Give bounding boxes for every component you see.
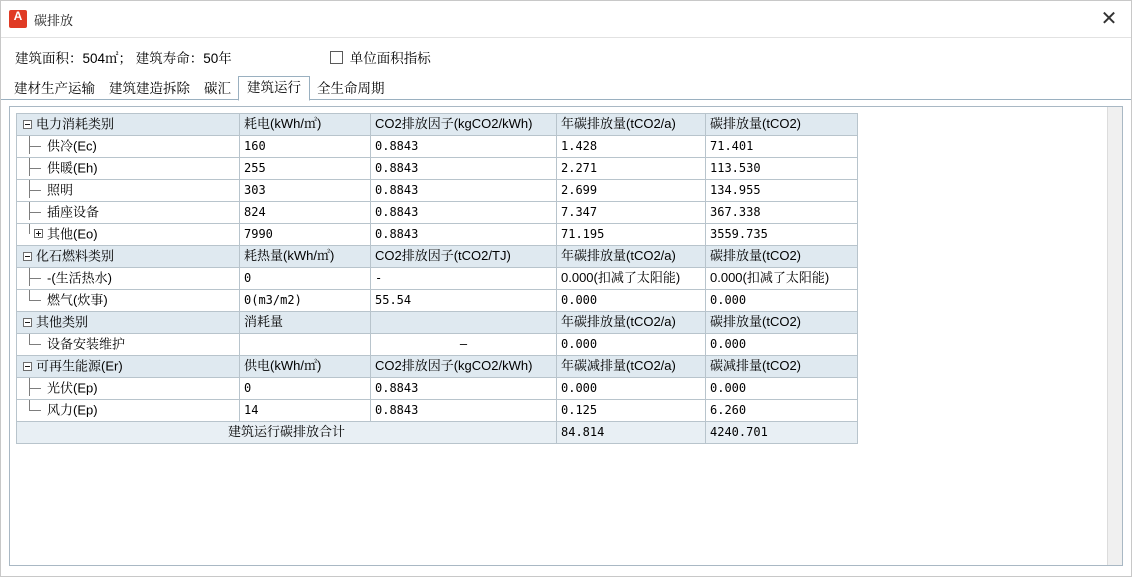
- tab-construction-demolition[interactable]: 建筑建造拆除: [109, 81, 190, 96]
- collapse-minus-icon[interactable]: [23, 252, 32, 261]
- row-cell-1: 255: [240, 158, 371, 180]
- table-row[interactable]: [17, 224, 858, 246]
- row-cell-4: 碳减排量(tCO2): [706, 356, 858, 378]
- row-cell-4: 6.260: [706, 400, 858, 422]
- collapse-minus-icon[interactable]: [23, 120, 32, 129]
- tab-material-production[interactable]: 建材生产运输: [14, 81, 95, 96]
- row-label: 电力消耗类别: [36, 116, 115, 132]
- vertical-scrollbar[interactable]: [1107, 107, 1122, 565]
- row-label-cell[interactable]: [17, 334, 240, 356]
- table-row[interactable]: [17, 312, 858, 334]
- row-cell-2: 0.8843: [371, 400, 557, 422]
- row-cell-3: 0.000: [557, 378, 706, 400]
- row-label: 供暖(Eh): [47, 160, 98, 176]
- row-cell-4: 113.530: [706, 158, 858, 180]
- row-cell-4: 0.000: [706, 334, 858, 356]
- building-summary: 建筑面积：504㎡； 建筑寿命：50年: [15, 51, 232, 66]
- tree-branch-icon: [23, 274, 45, 283]
- row-cell-1: [240, 334, 371, 356]
- row-label-cell[interactable]: [17, 356, 240, 378]
- row-cell-3: 71.195: [557, 224, 706, 246]
- row-cell-1: 消耗量: [240, 312, 371, 334]
- row-label-cell[interactable]: [17, 400, 240, 422]
- title-bar: [1, 1, 1131, 38]
- row-cell-3: 年碳排放量(tCO2/a): [557, 114, 706, 136]
- row-label: 照明: [47, 182, 74, 198]
- row-cell-3: 7.347: [557, 202, 706, 224]
- row-label-cell[interactable]: [17, 246, 240, 268]
- tree-branch-icon: [23, 142, 45, 151]
- row-cell-1: 0: [240, 378, 371, 400]
- row-label: -(生活热水): [47, 270, 112, 286]
- row-cell-3: 0.000(扣减了太阳能): [557, 268, 706, 290]
- row-cell-3: 0.125: [557, 400, 706, 422]
- info-row: [1, 38, 1131, 76]
- table-row[interactable]: [17, 356, 858, 378]
- row-cell-4: 367.338: [706, 202, 858, 224]
- row-cell-4: 碳排放量(tCO2): [706, 312, 858, 334]
- row-label-cell[interactable]: [17, 158, 240, 180]
- row-label-cell[interactable]: [17, 136, 240, 158]
- row-cell-3: 年碳排放量(tCO2/a): [557, 246, 706, 268]
- row-cell-4: 134.955: [706, 180, 858, 202]
- row-label-cell[interactable]: [17, 290, 240, 312]
- row-label-cell[interactable]: [17, 202, 240, 224]
- tree-branch-icon: [23, 208, 45, 217]
- row-cell-1: 824: [240, 202, 371, 224]
- row-label: 可再生能源(Er): [36, 358, 123, 374]
- table-row[interactable]: [17, 400, 858, 422]
- row-cell-1: 耗电(kWh/㎡): [240, 114, 371, 136]
- row-cell-3: 年碳减排量(tCO2/a): [557, 356, 706, 378]
- table-row[interactable]: [17, 334, 858, 356]
- row-cell-2: 55.54: [371, 290, 557, 312]
- tree-branch-icon: [23, 164, 45, 173]
- checkbox-label: 单位面积指标: [349, 51, 431, 66]
- row-cell-2: CO2排放因子(tCO2/TJ): [371, 246, 557, 268]
- tree-branch-icon: [23, 229, 45, 240]
- row-cell-4: 0.000: [706, 290, 858, 312]
- row-label: 化石燃料类别: [36, 248, 115, 264]
- emission-table: [16, 113, 858, 444]
- row-cell-4: 0.000: [706, 378, 858, 400]
- expand-plus-icon: [34, 229, 43, 238]
- table-row[interactable]: [17, 268, 858, 290]
- row-cell-3: 0.000: [557, 290, 706, 312]
- table-row[interactable]: [17, 378, 858, 400]
- row-cell-2: -: [371, 268, 557, 290]
- tree-branch-icon: [23, 384, 45, 393]
- row-cell-1: 供电(kWh/㎡): [240, 356, 371, 378]
- tab-carbon-sink[interactable]: 碳汇: [204, 81, 231, 96]
- row-cell-2: 0.8843: [371, 378, 557, 400]
- row-label-cell[interactable]: [17, 180, 240, 202]
- total-annual: 84.814: [557, 422, 706, 444]
- row-label: 设备安装维护: [47, 336, 126, 352]
- row-cell-3: 1.428: [557, 136, 706, 158]
- table-total-row: [17, 422, 858, 444]
- row-label: 风力(Ep): [47, 402, 98, 418]
- row-cell-2: [371, 312, 557, 334]
- row-cell-2: 0.8843: [371, 158, 557, 180]
- row-label-cell[interactable]: [17, 312, 240, 334]
- tab-life-cycle[interactable]: 全生命周期: [317, 81, 385, 96]
- table-row[interactable]: [17, 158, 858, 180]
- autocad-icon: [9, 10, 27, 28]
- total-label: 建筑运行碳排放合计: [17, 422, 557, 444]
- row-cell-3: 年碳排放量(tCO2/a): [557, 312, 706, 334]
- row-cell-4: 3559.735: [706, 224, 858, 246]
- content-panel: [9, 106, 1123, 566]
- row-cell-4: 0.000(扣减了太阳能): [706, 268, 858, 290]
- row-label: 其他类别: [36, 314, 89, 330]
- row-label: 供冷(Ec): [47, 138, 97, 154]
- table-row[interactable]: [17, 136, 858, 158]
- row-cell-2: CO2排放因子(kgCO2/kWh): [371, 114, 557, 136]
- table-row[interactable]: [17, 246, 858, 268]
- tab-strip: [1, 76, 1131, 100]
- row-label-cell[interactable]: [17, 268, 240, 290]
- row-label: 插座设备: [47, 204, 100, 220]
- close-icon[interactable]: ✕: [1100, 8, 1118, 30]
- checkbox-box[interactable]: [330, 51, 343, 64]
- tab-building-operation[interactable]: 建筑运行: [238, 76, 310, 101]
- row-cell-2: 0.8843: [371, 202, 557, 224]
- row-label: 燃气(炊事): [47, 292, 108, 308]
- tree-branch-icon: [23, 296, 45, 305]
- table-row[interactable]: [17, 290, 858, 312]
- collapse-minus-icon[interactable]: [23, 318, 32, 327]
- unit-area-checkbox[interactable]: [330, 47, 431, 67]
- row-cell-1: 160: [240, 136, 371, 158]
- table-row[interactable]: [17, 114, 858, 136]
- total-lifetime: 4240.701: [706, 422, 858, 444]
- row-cell-1: 14: [240, 400, 371, 422]
- row-cell-4: 碳排放量(tCO2): [706, 246, 858, 268]
- row-cell-1: 0(m3/m2): [240, 290, 371, 312]
- row-label-cell[interactable]: [17, 224, 240, 246]
- row-cell-2: CO2排放因子(kgCO2/kWh): [371, 356, 557, 378]
- row-label: 光伏(Ep): [47, 380, 98, 396]
- table-scroll-area: [10, 107, 1108, 565]
- row-cell-2: 0.8843: [371, 180, 557, 202]
- tree-branch-icon: [23, 340, 45, 349]
- row-cell-3: 2.699: [557, 180, 706, 202]
- table-row[interactable]: [17, 180, 858, 202]
- row-cell-1: 7990: [240, 224, 371, 246]
- row-cell-3: 2.271: [557, 158, 706, 180]
- table-row[interactable]: [17, 202, 858, 224]
- row-cell-2: —: [371, 334, 557, 356]
- window-title: 碳排放: [34, 12, 74, 28]
- row-cell-2: 0.8843: [371, 136, 557, 158]
- collapse-minus-icon[interactable]: [23, 362, 32, 371]
- row-cell-2: 0.8843: [371, 224, 557, 246]
- tree-branch-icon: [23, 406, 45, 415]
- row-cell-4: 碳排放量(tCO2): [706, 114, 858, 136]
- row-cell-1: 0: [240, 268, 371, 290]
- row-label: 其他(Eo): [47, 226, 98, 242]
- tree-branch-icon: [23, 186, 45, 195]
- row-cell-1: 303: [240, 180, 371, 202]
- row-label-cell[interactable]: [17, 378, 240, 400]
- row-label-cell[interactable]: [17, 114, 240, 136]
- row-cell-4: 71.401: [706, 136, 858, 158]
- row-cell-3: 0.000: [557, 334, 706, 356]
- row-cell-1: 耗热量(kWh/㎡): [240, 246, 371, 268]
